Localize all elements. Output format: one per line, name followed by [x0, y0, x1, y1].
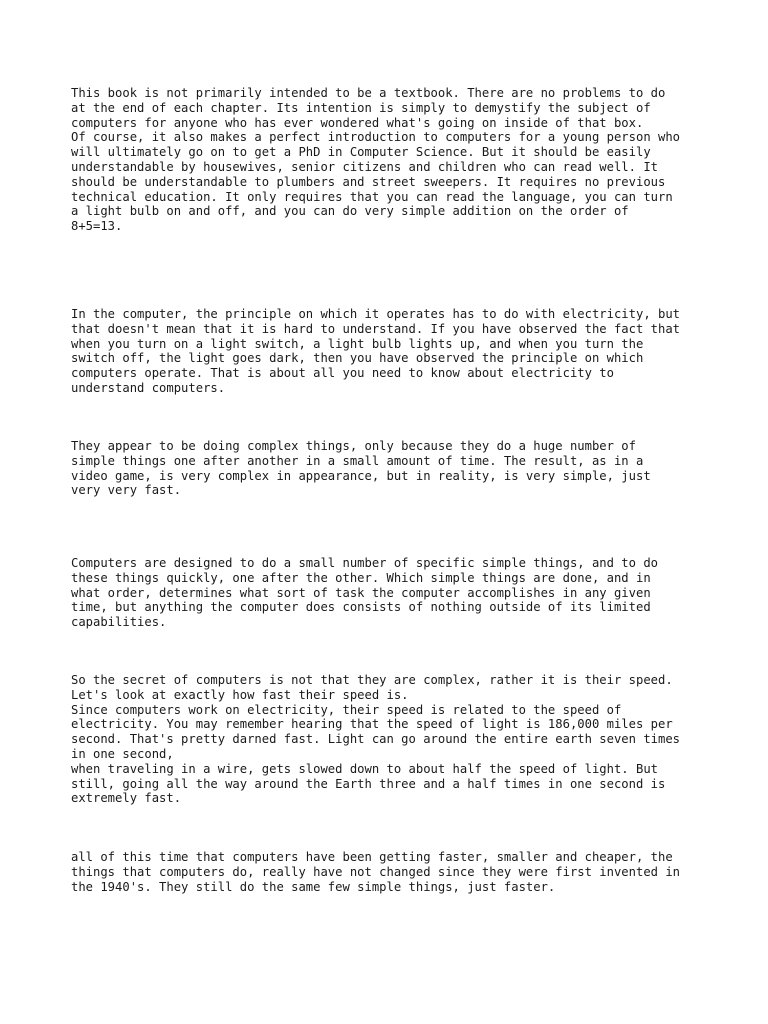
text-line: time, but anything the computer does consists of nothing outside of its limited: [71, 600, 651, 615]
text-line: these things quickly, one after the other. Which simple things are done, and in: [71, 570, 651, 585]
text-line: what order, determines what sort of task the computer accomplishes in any given: [71, 585, 651, 600]
text-line: a light bulb on and off, and you can do very simple addition on the order of: [71, 204, 629, 219]
text-line: computers for anyone who has ever wondered what's going on inside of that box.: [71, 115, 644, 130]
text-line: 8+5=13.: [71, 219, 123, 234]
text-line: This book is not primarily intended to be a textbook. There are no problems to do: [71, 86, 666, 100]
text-line: should be understandable to plumbers and street sweepers. It requires no previous: [71, 174, 666, 189]
text-line: very very fast.: [71, 483, 182, 498]
paragraph-simple-things: [71, 556, 731, 630]
text-line: in one second,: [71, 746, 174, 761]
paragraph-complex-things: [71, 439, 731, 498]
text-line: understandable by housewives, senior citizens and children who can read well. It: [71, 159, 658, 174]
text-line: all of this time that computers have been getting faster, smaller and cheaper, the: [71, 850, 673, 864]
text-line: video game, is very complex in appearance, but in reality, is very simple, just: [71, 468, 651, 483]
paragraph-speed: [71, 673, 731, 806]
text-line: at the end of each chapter. Its intention is simply to demystify the subject of: [71, 100, 651, 115]
text-line: Since computers work on electricity, their speed is related to the speed of: [71, 702, 622, 717]
text-line: In the computer, the principle on which it operates has to do with electricity, but: [71, 307, 681, 321]
text-line: They appear to be doing complex things, only because they do a huge number of: [71, 439, 636, 453]
text-line: switch off, the light goes dark, then you have observed the principle on which: [71, 351, 644, 366]
text-line: understand computers.: [71, 380, 226, 395]
text-line: things that computers do, really have not changed since they were first invented in: [71, 864, 681, 879]
text-line: when you turn on a light switch, a light bulb lights up, and when you turn the: [71, 336, 644, 351]
text-line: when traveling in a wire, gets slowed down to about half the speed of light. But: [71, 761, 658, 776]
paragraph-history: [71, 850, 731, 894]
text-line: technical education. It only requires that you can read the language, you can turn: [71, 189, 673, 204]
text-line: So the secret of computers is not that they are complex, rather it is their speed.: [71, 673, 673, 687]
text-line: extremely fast.: [71, 791, 182, 806]
text-line: still, going all the way around the Earth three and a half times in one second is: [71, 776, 666, 791]
text-line: simple things one after another in a small amount of time. The result, as in a: [71, 453, 644, 468]
text-line: Let's look at exactly how fast their speed is.: [71, 687, 409, 702]
text-line: Of course, it also makes a perfect introduction to computers for a young person who: [71, 130, 681, 145]
text-line: capabilities.: [71, 615, 167, 630]
paragraph-electricity: [71, 307, 731, 396]
text-line: the 1940's. They still do the same few simple things, just faster.: [71, 879, 556, 894]
text-line: Computers are designed to do a small number of specific simple things, and to do: [71, 556, 658, 570]
text-line: electricity. You may remember hearing that the speed of light is 186,000 miles per: [71, 717, 673, 732]
text-line: will ultimately go on to get a PhD in Computer Science. But it should be easily: [71, 145, 651, 160]
text-line: second. That's pretty darned fast. Light can go around the entire earth seven times: [71, 732, 681, 747]
paragraph-intro: [71, 86, 731, 234]
text-line: that doesn't mean that it is hard to understand. If you have observed the fact that: [71, 321, 681, 336]
text-line: computers operate. That is about all you need to know about electricity to: [71, 366, 614, 381]
